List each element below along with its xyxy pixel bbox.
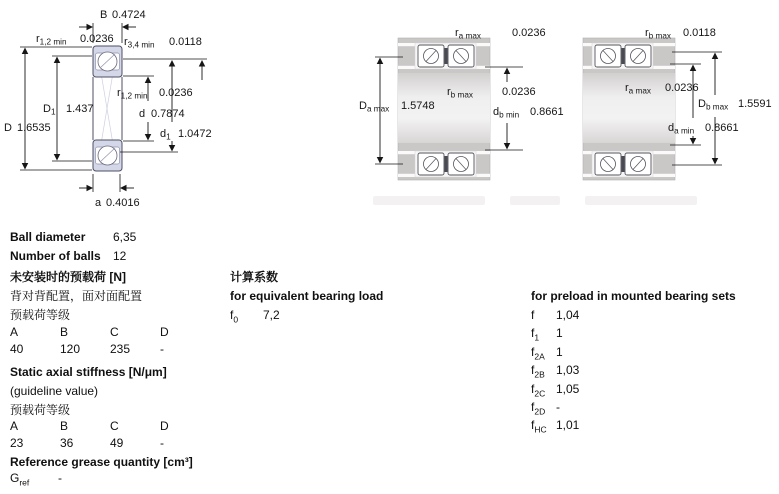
dim-value-Db-max: 1.5591 — [738, 98, 772, 110]
col-value: 49 — [110, 436, 124, 450]
dim-label-D: D — [4, 122, 12, 134]
bearing-pair-bottom — [418, 153, 474, 175]
preload-class-headers — [10, 325, 210, 339]
dim-value-Da-max: 1.5748 — [401, 100, 435, 112]
calc-factors-title: 计算系数 — [230, 270, 279, 284]
ghost-strip — [373, 196, 485, 205]
dim-value-r12-top: 0.0236 — [80, 33, 114, 45]
dim-label-Da-max: $D_{a max}$ — [359, 100, 390, 114]
factor-value: - — [556, 400, 560, 414]
dim-value-d1: 1.0472 — [178, 128, 212, 140]
dim-value-da-min: 0.8661 — [705, 122, 739, 134]
dim-value-D1: 1.437 — [66, 103, 94, 115]
dim-value-ra-max: 0.0236 — [512, 27, 546, 39]
bearing-pair-top — [418, 45, 474, 67]
dim-label-r34: $r_{3,4 min}$ — [124, 36, 155, 50]
bearing-pair-top — [595, 45, 651, 67]
dim-label-rb-max: $r_{b max}$ — [645, 27, 671, 41]
factor-row — [531, 400, 560, 416]
grease-symbol: $G_{ref}$ — [10, 471, 30, 488]
dim-label-a: a — [95, 197, 102, 209]
dim-label-d: d — [139, 108, 146, 120]
dimension-labels — [4, 9, 212, 209]
stiffness-headers — [10, 419, 210, 433]
col-value: 40 — [10, 342, 24, 356]
ghost-strip — [510, 196, 560, 205]
stiffness-subtitle: (guideline value) — [10, 384, 99, 398]
stiffness-title: Static axial stiffness [N/μm] — [10, 365, 167, 379]
factor-symbol: $f_{2A}$ — [531, 345, 545, 362]
factor-value: 1,03 — [556, 363, 580, 377]
dim-label-D1: $D_1$ — [43, 103, 56, 117]
ball-diameter-value: 6,35 — [113, 230, 137, 244]
preload-class-label: 预载荷等级 — [10, 308, 71, 322]
factor-row — [531, 345, 563, 361]
mounted-set-diagram-left — [355, 20, 570, 200]
factor-row — [531, 418, 579, 434]
preload-values-row — [10, 342, 210, 356]
number-of-balls-label: Number of balls — [10, 249, 101, 263]
mounted-set-diagram-right — [570, 20, 779, 200]
number-of-balls-row — [10, 249, 126, 263]
ball-diameter-row — [10, 230, 136, 244]
col-value: 23 — [10, 436, 24, 450]
dim-label-da-min: $d_{a min}$ — [668, 122, 695, 136]
factor-symbol: f — [531, 308, 535, 322]
col-header: C — [110, 419, 119, 433]
factor-symbol: $f_1$ — [531, 326, 540, 343]
dim-label-d1: $d_1$ — [160, 128, 171, 142]
dim-value-D: 1.6535 — [17, 122, 51, 134]
bearing-cross-section — [93, 46, 122, 171]
dim-label-ra-max: $r_{a max}$ — [455, 27, 481, 41]
ball-diameter-label: Ball diameter — [10, 230, 86, 244]
col-value: 120 — [60, 342, 81, 356]
factor-row — [531, 382, 579, 398]
grease-title: Reference grease quantity [cm³] — [10, 455, 193, 469]
grease-value: - — [58, 471, 62, 485]
dim-label-ra-max: $r_{a max}$ — [625, 82, 651, 96]
dim-value-a: 0.4016 — [106, 197, 140, 209]
col-header: C — [110, 325, 119, 339]
col-header: B — [60, 419, 69, 433]
dim-value-r34: 0.0118 — [169, 36, 202, 48]
col-value: 235 — [110, 342, 131, 356]
col-value: 36 — [60, 436, 74, 450]
f0-symbol: $f_0$ — [230, 308, 239, 325]
preload-factors-title: for preload in mounted bearing sets — [531, 289, 736, 303]
dim-value-d: 0.7874 — [151, 108, 185, 120]
factor-value: 1 — [556, 345, 563, 359]
factor-value: 1,04 — [556, 308, 580, 322]
dim-label-r12-top: $r_{1,2 min}$ — [36, 33, 67, 47]
dim-value-r12-mid: 0.0236 — [159, 87, 193, 99]
col-header: A — [10, 419, 19, 433]
dim-value-db-min: 0.8661 — [530, 106, 564, 118]
number-of-balls-value: 12 — [113, 249, 127, 263]
col-value: - — [160, 436, 164, 450]
col-header: B — [60, 325, 69, 339]
col-value: - — [160, 342, 164, 356]
f0-row — [230, 308, 280, 324]
preload-unmounted-subtitle: 背对背配置，面对面配置 — [10, 289, 143, 303]
dim-label-Db-max: $D_{b max}$ — [698, 98, 729, 112]
factor-value: 1 — [556, 326, 563, 340]
housing-cross-section — [583, 38, 675, 180]
factor-value: 1,01 — [556, 418, 580, 432]
factor-row — [531, 326, 563, 342]
factor-row — [531, 363, 579, 379]
col-header: D — [160, 419, 169, 433]
dim-label-db-min: $d_{b min}$ — [493, 106, 520, 120]
bearing-pair-bottom — [595, 153, 651, 175]
factor-symbol: $f_{2B}$ — [531, 363, 545, 380]
single-bearing-dimension-diagram — [0, 0, 250, 212]
f0-value: 7,2 — [263, 308, 280, 322]
dim-label-r12-mid: $r_{1,2 min}$ — [117, 87, 148, 101]
stiffness-class-label: 预载荷等级 — [10, 403, 71, 417]
col-header: D — [160, 325, 169, 339]
dim-value-rb-max: 0.0118 — [683, 27, 716, 39]
factor-symbol: $f_{HC}$ — [531, 418, 547, 435]
preload-unmounted-title: 未安装时的预载荷 [N] — [10, 270, 126, 284]
grease-row — [10, 471, 62, 487]
dim-label-rb-max: $r_{b max}$ — [447, 86, 473, 100]
factor-symbol: $f_{2C}$ — [531, 382, 546, 399]
dim-value-rb-max: 0.0236 — [502, 86, 536, 98]
equiv-load-title: for equivalent bearing load — [230, 289, 384, 303]
factor-symbol: $f_{2D}$ — [531, 400, 546, 417]
dim-value-ra-max: 0.0236 — [665, 82, 699, 94]
col-header: A — [10, 325, 19, 339]
ghost-strip — [585, 196, 697, 205]
stiffness-values-row — [10, 436, 210, 450]
dim-label-B: B — [100, 9, 108, 21]
factor-row — [531, 308, 579, 324]
factor-value: 1,05 — [556, 382, 580, 396]
dim-value-B: 0.4724 — [112, 9, 146, 21]
